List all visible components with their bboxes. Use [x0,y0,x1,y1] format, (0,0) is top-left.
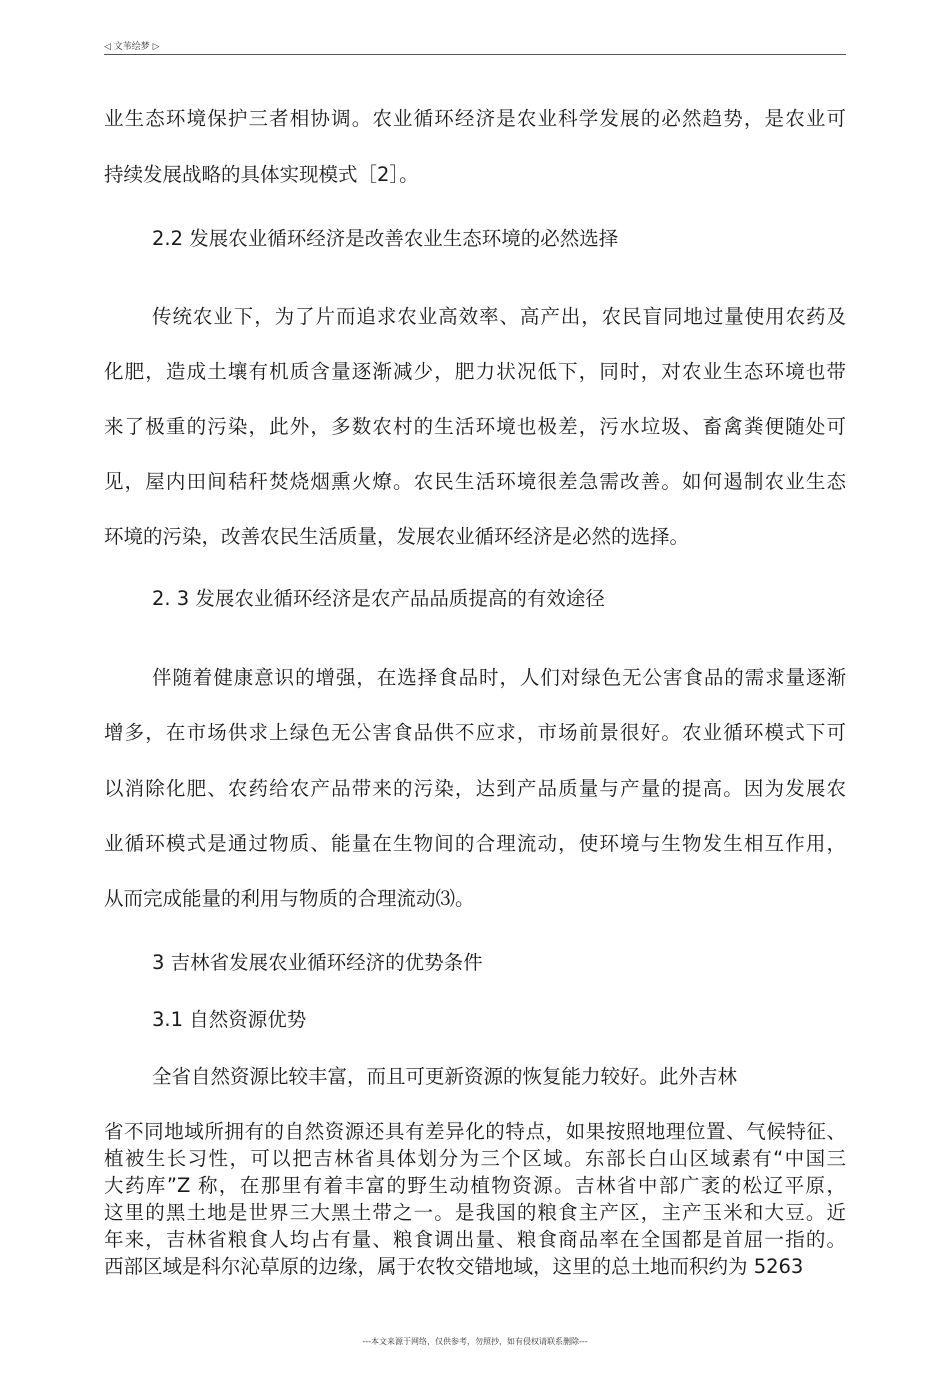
section-heading-2-3: 2. 3 发展农业循环经济是农产品品质提高的有效途径 [152,587,605,610]
body-line: 省不同地域所拥有的自然资源还具有差异化的特点，如果按照地理位置、气候特征、 [104,1120,846,1143]
body-line: 传统农业下，为了片而追求农业高效率、高产出，农民盲同地过量使用农药及 [152,305,846,328]
page-footer: ---本文来源于网络，仅供参考，勿照抄，如有侵权请联系删除--- [362,1337,588,1346]
header-title: ◁ 文苇绘梦 ▷ [104,42,160,52]
body-line: 伴随着健康意识的增强，在选择食品时，人们对绿色无公害食品的需求量逐渐 [152,666,846,689]
section-heading-3-1: 3.1 自然资源优势 [152,1008,307,1031]
body-line: 持续发展战略的具体实现模式［2］。 [104,163,419,186]
section-heading-2-2: 2.2 发展农业循环经济是改善农业生态环境的必然选择 [152,227,619,250]
body-line: 西部区域是科尔沁草原的边缘，属于农牧交错地域，这里的总土地而积约为 5263 [104,1255,804,1278]
body-line: 这里的黑土地是世界三大黑土带之一。是我国的粮食主产区，主产玉米和大豆。近 [104,1201,846,1224]
body-line: 植被生长习性，可以把吉林省具体划分为三个区域。东部长白山区域素有“中国三 [104,1147,846,1170]
body-line: 来了极重的污染，此外，多数农村的生活环境也极差，污水垃圾、畜禽粪便随处可 [104,415,846,438]
page-header [104,38,846,55]
body-line: 以消除化肥、农药给农产品带来的污染，达到产品质量与产量的提高。因为发展农 [104,777,846,800]
body-line: 全省自然资源比较丰富，而且可更新资源的恢复能力较好。此外吉林 [152,1065,738,1088]
body-line: 增多，在市场供求上绿色无公害食品供不应求，市场前景很好。农业循环模式下可 [104,721,846,744]
body-line: 见，屋内田间秸秆焚烧烟熏火燎。农民生活环境很差急需改善。如何遏制农业生态 [104,470,846,493]
body-line: 环境的污染，改善农民生活质量，发展农业循环经济是必然的选择。 [104,525,690,548]
body-line: 大药库”Z 称，在那里有着丰富的野生动植物资源。吉林省中部广袤的松辽平原， [104,1174,846,1197]
section-heading-3: 3 吉林省发展农业循环经济的优势条件 [152,951,483,974]
body-line: 化肥，造成土壤有机质含量逐渐减少，肥力状况低下，同时，对农业生态环境也带 [104,360,846,383]
body-line: 业循环模式是通过物质、能量在生物间的合理流动，使环境与生物发生相互作用， [104,832,846,855]
body-line: 从而完成能量的利用与物质的合理流动⑶。 [104,887,475,910]
body-line: 年来，吉林省粮食人均占有量、粮食调出量、粮食商品率在全国都是首屈一指的。 [104,1228,846,1251]
body-line: 业生态环境保护三者相协调。农业循环经济是农业科学发展的必然趋势，是农业可 [104,107,846,130]
